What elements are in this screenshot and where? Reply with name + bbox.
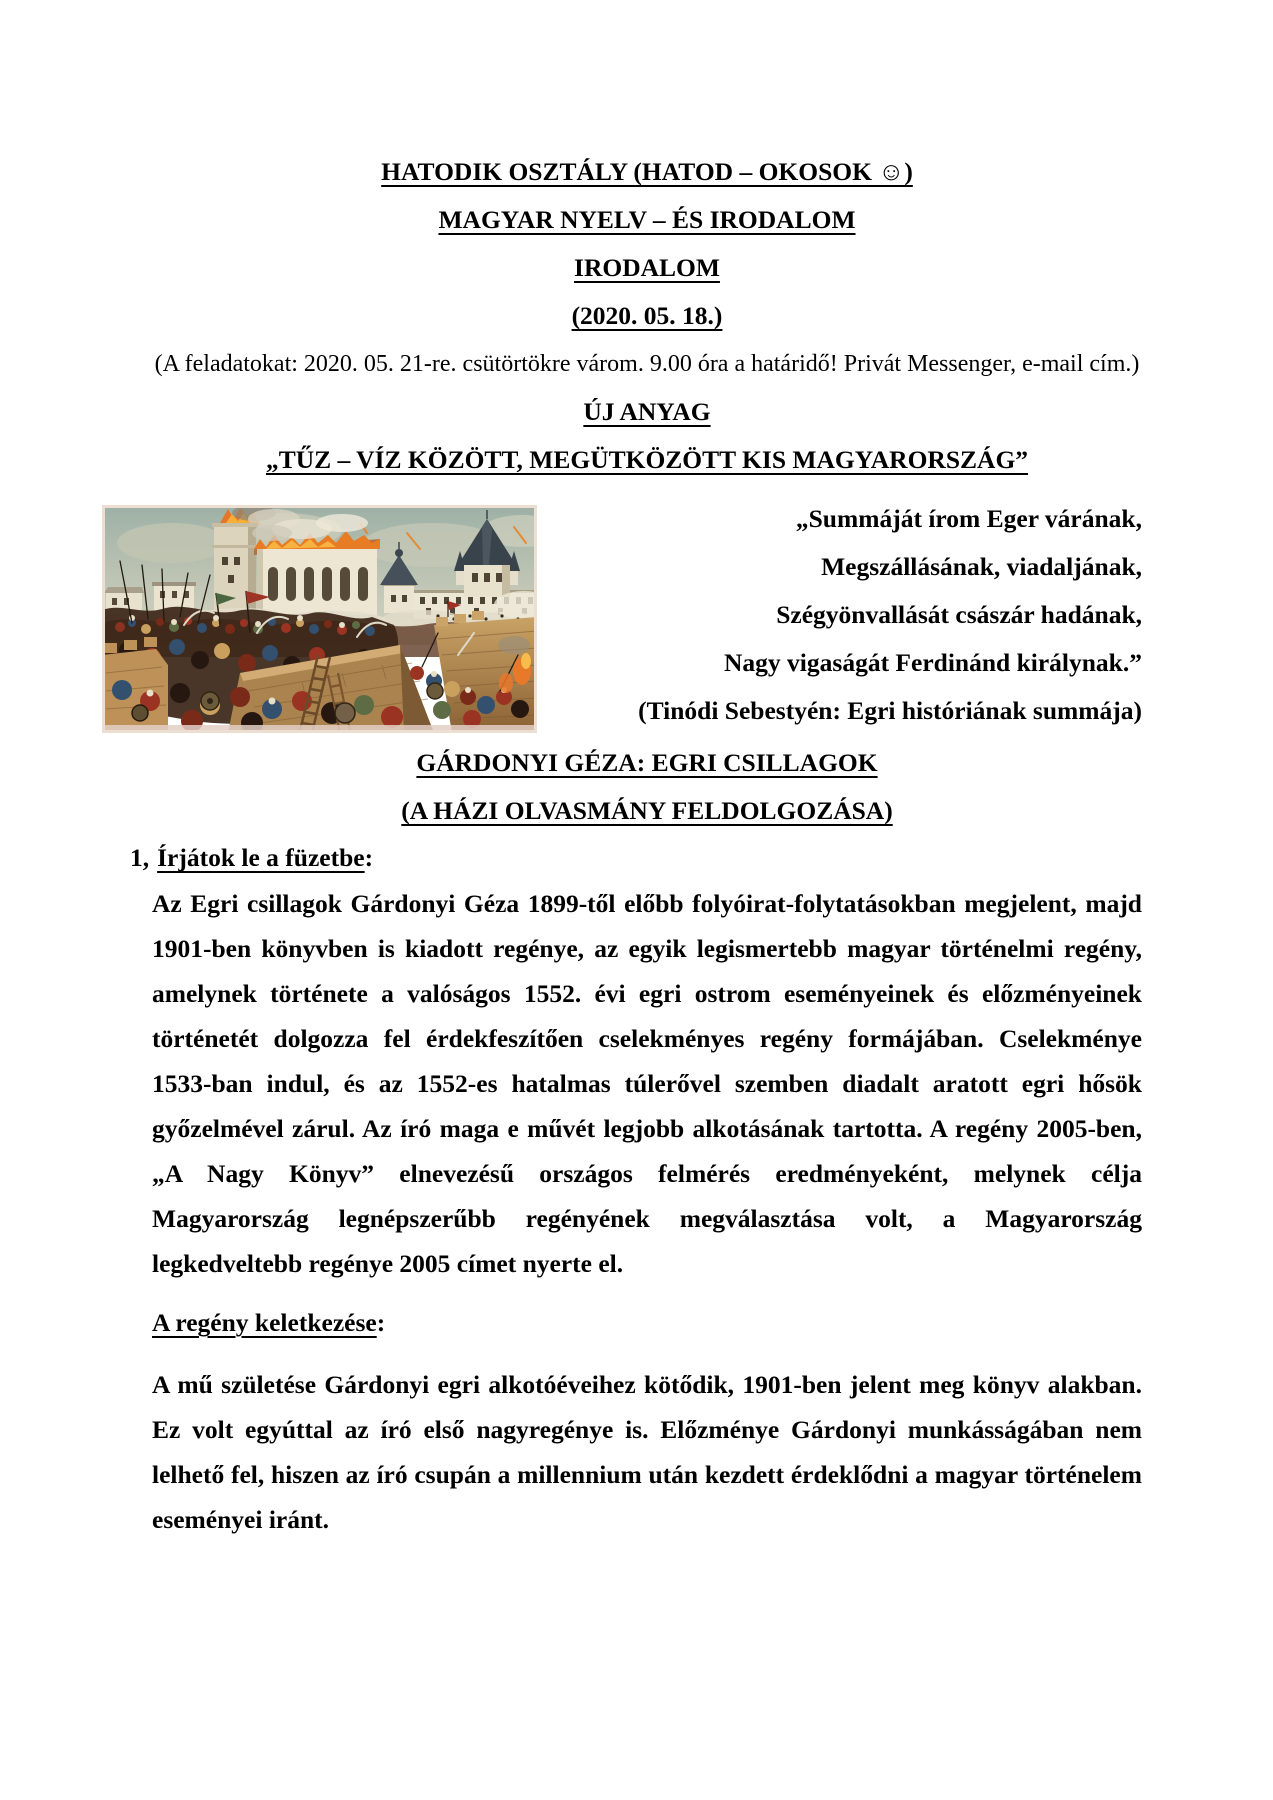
section-title-reading: (A HÁZI OLVASMÁNY FELDOLGOZÁSA) — [401, 796, 893, 825]
subheading-origin-colon: : — [376, 1308, 386, 1337]
paragraph-origin: A mű születése Gárdonyi egri alkotóéveihez kötődik, 1901-ben jelent meg könyv alakban. Ez volt egyúttal az író első nagyregénye is. Előzménye Gárdonyi munkásságában nem lelhető fel, hiszen az író csupán a millennium után kezdett érdeklődni a magyar történelem eseményei iránt. — [152, 1370, 1142, 1534]
section-title-author: GÁRDONYI GÉZA: EGRI CSILLAGOK — [416, 748, 878, 777]
task-label: Írjátok le a füzetbe — [157, 843, 365, 872]
poem — [638, 495, 1142, 735]
poem-line: Nagy vigaságát Ferdinánd királynak.” — [724, 648, 1142, 677]
siege-of-eger-painting — [102, 505, 537, 733]
document-content — [130, 0, 1142, 1542]
heading-date: (2020. 05. 18.) — [571, 301, 723, 330]
poem-attribution: (Tinódi Sebestyén: Egri históriának summája) — [638, 696, 1142, 725]
heading-lesson-title: „TŰZ – VÍZ KÖZÖTT, MEGÜTKÖZÖTT KIS MAGYARORSZÁG” — [265, 445, 1029, 474]
deadline-note: (A feladatokat: 2020. 05. 21-re. csütörtökre várom. 9.00 óra a határidő! Privát Messenger, e-mail cím.) — [154, 351, 1140, 377]
subheading-origin — [152, 1300, 1142, 1345]
poem-line: Szégyönvallását császár hadának, — [776, 600, 1142, 629]
heading-subject: MAGYAR NYELV – ÉS IRODALOM — [438, 205, 856, 234]
poem-line: „Summáját írom Eger várának, — [795, 504, 1142, 533]
task-heading — [130, 835, 1142, 881]
paragraph-novel-intro: Az Egri csillagok Gárdonyi Géza 1899-től előbb folyóirat-folytatásokban megjelent, majd 1901-ben könyvben is kiadott regénye, az egyik legismertebb magyar történelmi regény, amelynek története a valóságos 1552. évi egri ostrom eseményeinek és előzményeinek történetét dolgozza fel érdekfeszítően cselekményes regény formájában. Cselekménye 1533-ban indul, és az 1552-es hatalmas túlerővel szemben diadalt aratott egri hősök győzelmével zárul. Az író maga e művét legjobb alkotásának tartotta. A regény 2005-ben, „A Nagy Könyv” elnevezésű országos felmérés eredményeként, melynek célja Magyarország legnépszerűbb regényének megválasztása volt, a Magyarország legkedveltebb regénye 2005 címet nyerte el. — [152, 889, 1142, 1278]
task-number: 1, — [130, 843, 150, 872]
task-colon: : — [364, 843, 374, 872]
subheading-origin-label: A regény keletkezése — [152, 1308, 377, 1337]
heading-block — [152, 0, 1142, 484]
heading-new-material: ÚJ ANYAG — [583, 397, 711, 426]
figure-row — [152, 484, 1142, 739]
heading-topic: IRODALOM — [574, 253, 720, 282]
heading-class-title: HATODIK OSZTÁLY (HATOD – OKOSOK ☺) — [381, 157, 913, 186]
poem-line: Megszállásának, viadaljának, — [821, 552, 1142, 581]
